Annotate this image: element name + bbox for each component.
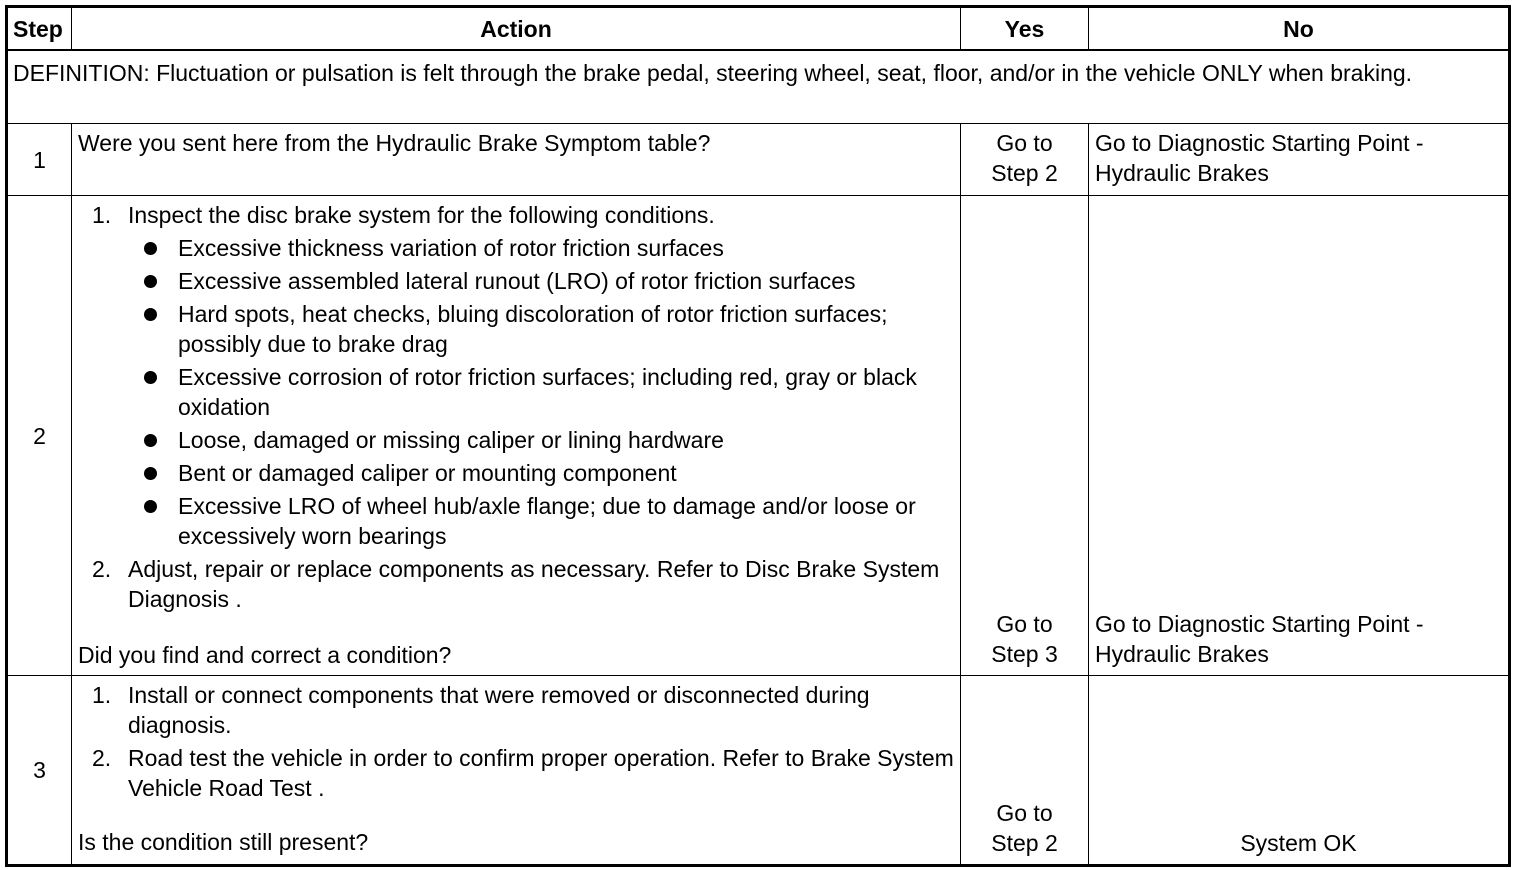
- header-row: [7, 7, 1510, 51]
- bullet-item: [128, 299, 954, 359]
- bullet-icon: [144, 467, 157, 480]
- bullet-text: Excessive LRO of wheel hub/axle flange; due to damage and/or loose or excessively worn bearings: [178, 493, 916, 549]
- bullet-item: [128, 425, 954, 455]
- substep: [78, 200, 954, 551]
- action-question: Did you find and correct a condition?: [78, 642, 452, 668]
- step-number: 3: [7, 676, 72, 866]
- header-action: Action: [72, 7, 961, 51]
- action-question: Is the condition still present?: [78, 829, 369, 855]
- bullet-icon: [144, 242, 157, 255]
- header-step: Step: [7, 7, 72, 51]
- bullet-icon: [144, 434, 157, 447]
- bullet-item: [128, 458, 954, 488]
- substep-text: Install or connect components that were removed or disconnected during diagnosis.: [128, 682, 870, 738]
- yes-cell: Go to Step 2: [961, 676, 1089, 866]
- substep-text: Inspect the disc brake system for the following conditions.: [128, 202, 715, 228]
- bullet-item: [128, 362, 954, 422]
- substep-text: Adjust, repair or replace components as necessary. Refer to Disc Brake System Diagnosis .: [128, 556, 940, 612]
- yes-cell: Go to Step 2: [961, 124, 1089, 196]
- header-yes: Yes: [961, 7, 1089, 51]
- substep: [78, 554, 954, 614]
- diagnostic-table: [5, 5, 1511, 867]
- substep: [78, 680, 954, 740]
- step-number: 1: [7, 124, 72, 196]
- definition-text: DEFINITION: Fluctuation or pulsation is felt through the brake pedal, steering wheel, seat, floor, and/or in the vehicle ONLY when braking.: [7, 50, 1510, 124]
- table-row: [7, 676, 1510, 866]
- substep-number: 2.: [92, 745, 112, 771]
- bullet-item: [128, 233, 954, 263]
- no-cell: Go to Diagnostic Starting Point - Hydraulic Brakes: [1089, 124, 1510, 196]
- substep: [78, 743, 954, 803]
- action-cell: [72, 124, 961, 196]
- table-row: [7, 124, 1510, 196]
- substep-list: [78, 200, 954, 614]
- substep-list: [78, 680, 954, 803]
- bullet-text: Hard spots, heat checks, bluing discoloration of rotor friction surfaces; possibly due to brake drag: [178, 301, 888, 357]
- action-cell: [72, 196, 961, 676]
- substep-text: Road test the vehicle in order to confirm proper operation. Refer to Brake System Vehicle Road Test .: [128, 745, 954, 801]
- definition-row: [7, 50, 1510, 124]
- bullet-icon: [144, 308, 157, 321]
- bullet-text: Bent or damaged caliper or mounting component: [178, 460, 677, 486]
- header-no: No: [1089, 7, 1510, 51]
- no-cell: Go to Diagnostic Starting Point - Hydraulic Brakes: [1089, 196, 1510, 676]
- bullet-text: Excessive corrosion of rotor friction surfaces; including red, gray or black oxidation: [178, 364, 917, 420]
- substep-number: 2.: [92, 556, 112, 582]
- bullet-icon: [144, 275, 157, 288]
- no-cell: System OK: [1089, 676, 1510, 866]
- step-number: 2: [7, 196, 72, 676]
- action-cell: [72, 676, 961, 866]
- bullet-text: Loose, damaged or missing caliper or lining hardware: [178, 427, 724, 453]
- substep-number: 1.: [92, 202, 112, 228]
- bullet-list: [128, 233, 954, 551]
- bullet-icon: [144, 371, 157, 384]
- table-row: [7, 196, 1510, 676]
- bullet-text: Excessive assembled lateral runout (LRO) of rotor friction surfaces: [178, 268, 856, 294]
- yes-cell: Go to Step 3: [961, 196, 1089, 676]
- action-question: Were you sent here from the Hydraulic Brake Symptom table?: [78, 130, 711, 156]
- bullet-item: [128, 266, 954, 296]
- bullet-icon: [144, 500, 157, 513]
- bullet-item: [128, 491, 954, 551]
- substep-number: 1.: [92, 682, 112, 708]
- bullet-text: Excessive thickness variation of rotor friction surfaces: [178, 235, 724, 261]
